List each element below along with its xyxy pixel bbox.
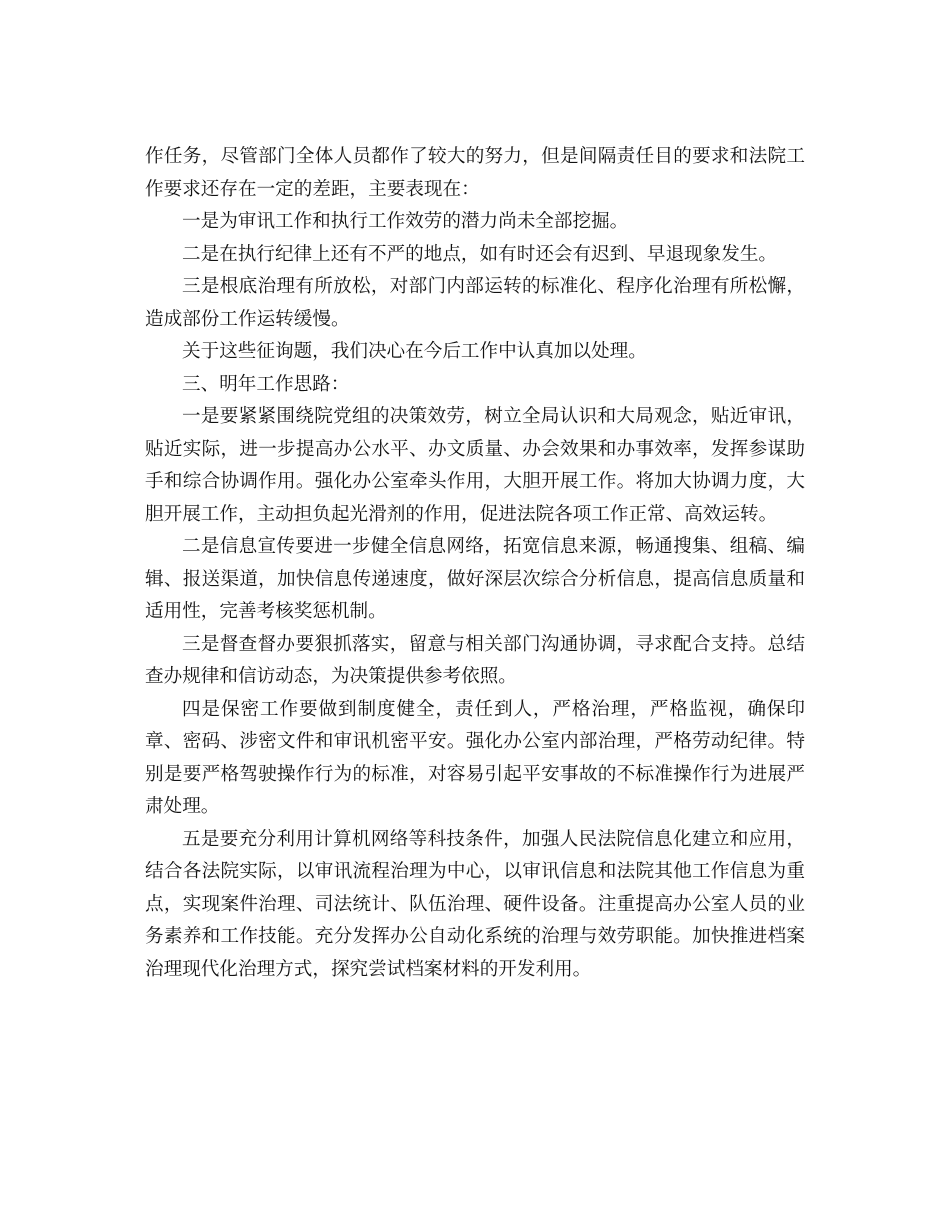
paragraph-resolution: 关于这些征询题，我们决心在今后工作中认真加以处理。	[182, 341, 647, 362]
section-heading-next-year: 三、明年工作思路：	[182, 373, 350, 395]
paragraph-plan-5: 五是要充分利用计算机网络等科技条件，加强人民法院信息化建立和应用，结合各法院实际，以审讯流程治理为中心，以审讯信息和法院其他工作信息为重点，实现案件治理、司法统计、队伍治理、硬件设备。注重提高办公室人员的业务素养和工作技能。充分发挥办公自动化系统的治理与效劳职能。加快推进档案治理现代化治理方式，探究尝试档案材料的开发利用。	[145, 828, 805, 980]
paragraph-issue-3: 三是根底治理有所放松，对部门内部运转的标准化、程序化治理有所松懈，造成部份工作运转缓慢。	[145, 276, 805, 330]
paragraph-plan-1: 一是要紧紧围绕院党组的决策效劳，树立全局认识和大局观念，贴近审讯，贴近实际，进一步提高办公水平、办文质量、办会效果和办事效率，发挥参谋助手和综合协调作用。强化办公室牵头作用，大胆开展工作。将加大协调力度，大胆开展工作，主动担负起光滑剂的作用，促进法院各项工作正常、高效运转。	[145, 406, 805, 525]
document-body	[145, 141, 805, 986]
paragraph-issue-2: 二是在执行纪律上还有不严的地点，如有时还会有迟到、早退现象发生。	[182, 243, 778, 265]
paragraph-plan-3: 三是督查督办要狠抓落实，留意与相关部门沟通协调，寻求配合支持。总结查办规律和信访动态，为决策提供参考依照。	[145, 633, 805, 687]
paragraph-plan-2: 二是信息宣传要进一步健全信息网络，拓宽信息来源，畅通搜集、组稿、编辑、报送渠道，加快信息传递速度，做好深层次综合分析信息，提高信息质量和适用性，完善考核奖惩机制。	[145, 536, 805, 622]
paragraph-continuation: 作任务，尽管部门全体人员都作了较大的努力，但是间隔责任目的要求和法院工作要求还存在一定的差距，主要表现在：	[145, 146, 805, 200]
paragraph-plan-4: 四是保密工作要做到制度健全，责任到人，严格治理，严格监视，确保印章、密码、涉密文件和审讯机密平安。强化办公室内部治理，严格劳动纪律。特别是要严格驾驶操作行为的标准，对容易引起平安事故的不标准操作行为进展严肃处理。	[145, 698, 805, 817]
paragraph-issue-1: 一是为审讯工作和执行工作效劳的潜力尚未全部挖掘。	[182, 211, 629, 232]
